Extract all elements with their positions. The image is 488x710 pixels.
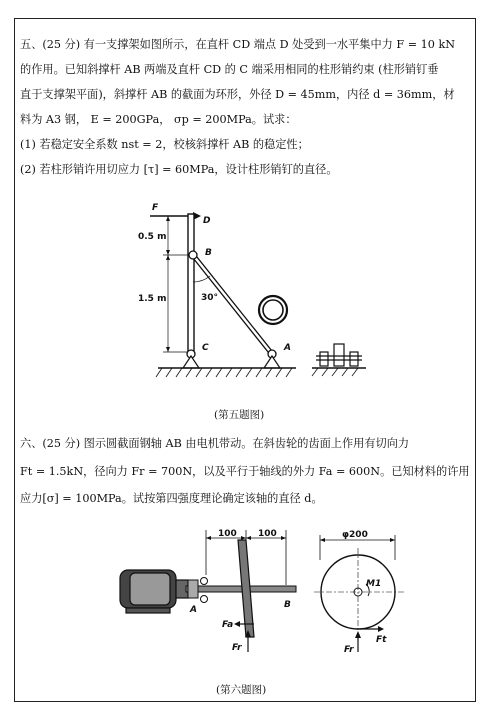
p5-question1: (1) 若稳定安全系数 nst = 2，校核斜撑杆 AB 的稳定性； (20, 138, 309, 151)
bearing-a-top (201, 578, 208, 585)
label-d: D (203, 216, 211, 226)
label-b: B (205, 248, 212, 258)
figure-6-caption: (第六题图) (216, 684, 267, 696)
label-fr-right: Fr (344, 645, 354, 655)
p6-line1: 六、(25 分) 图示圆截面钢轴 AB 由电机带动。在斜齿轮的齿面上作用有切向力 (20, 437, 410, 450)
angle-30: 30° (201, 293, 219, 303)
p5-line3: 直于支撑架平面)，斜撑杆 AB 的截面为环形，外径 D = 45mm，内径 d = 36mm，材 (20, 88, 455, 101)
label-6b: B (284, 600, 291, 610)
coupling (188, 580, 198, 598)
dim-100-right: 100 (258, 529, 277, 539)
p6-line3: 应力[σ] = 100MPa。试按第四强度理论确定该轴的直径 d。 (20, 492, 323, 505)
label-a: A (284, 343, 291, 353)
shaft-ab (186, 586, 296, 592)
label-ft: Ft (376, 635, 387, 645)
p6-line2: Ft = 1.5kN，径向力 Fr = 700N，以及平行于轴线的外力 Fa = 600N。已知材料的许用 (20, 465, 470, 478)
label-m1: M1 (366, 579, 382, 589)
label-c: C (202, 343, 209, 353)
bearing-a-bottom (201, 596, 208, 603)
p5-line1: 五、(25 分) 有一支撑架如图所示，在直杆 CD 端点 D 处受到一水平集中力 F = 10 kN (20, 38, 456, 51)
p5-question2: (2) 若柱形销许用切应力 [τ] = 60MPa，设计柱形销钉的直径。 (20, 163, 338, 176)
label-fa: Fa (222, 620, 234, 630)
figure-5-caption: (第五题图) (214, 409, 265, 421)
p5-line4: 料为 A3 钢， E = 200GPa， σp = 200MPa。试求： (20, 113, 297, 126)
motor (120, 570, 188, 613)
dim-100-left: 100 (218, 529, 237, 539)
dim-15m: 1.5 m (138, 294, 167, 304)
label-f: F (152, 203, 159, 213)
dim-phi200: φ200 (342, 530, 368, 540)
dim-05m: 0.5 m (138, 232, 167, 242)
label-fr-left: Fr (232, 643, 242, 653)
p5-line2: 的作用。已知斜撑杆 AB 两端及直杆 CD 的 C 端采用相同的柱形销约束 (柱形销钉垂 (20, 63, 439, 76)
label-6a: A (190, 605, 197, 615)
